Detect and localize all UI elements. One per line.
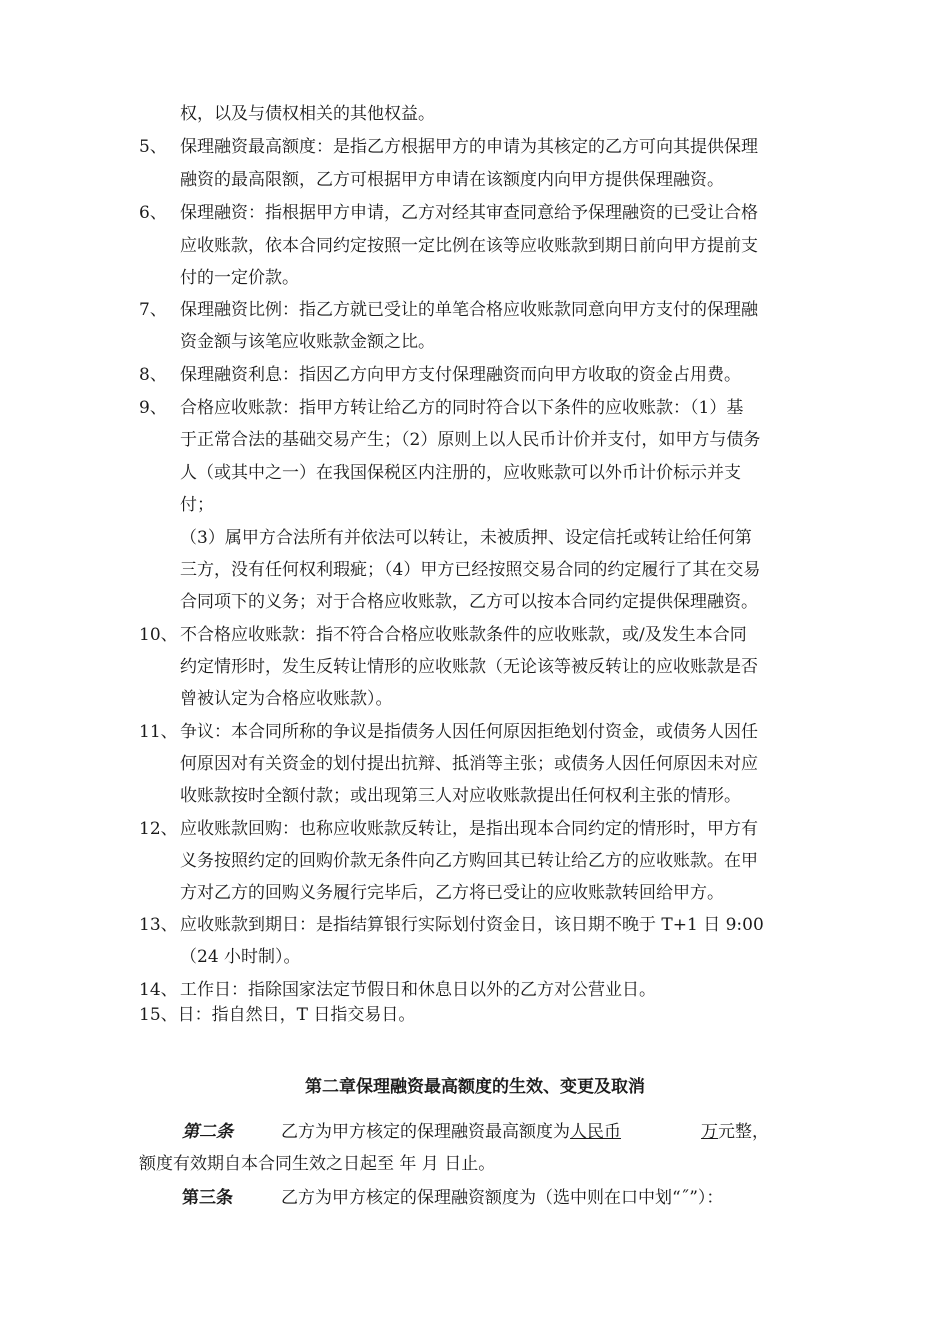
item-number: 11、 [139, 722, 178, 742]
definition-line: 曾被认定为合格应收账款）。 [180, 689, 393, 709]
article-2-line-2: 额度有效期自本合同生效之日起至 年 月 日止。 [139, 1154, 496, 1174]
definition-line: 资金额与该笔应收账款金额之比。 [180, 332, 435, 352]
article-3-line [182, 1187, 723, 1209]
definition-line: 约定情形时，发生反转让情形的应收账款（无论该等被反转让的应收账款是否 [180, 657, 758, 677]
definition-line: 人（或其中之一）在我国保税区内注册的，应收账款可以外币计价标示并支 [180, 463, 741, 483]
definition-line: 保理融资：指根据甲方申请，乙方对经其审查同意给予保理融资的已受让合格 [180, 203, 758, 223]
article-2-currency: 人民币 万 [570, 1122, 718, 1142]
definition-line: 保理融资利息：指因乙方向甲方支付保理融资而向甲方收取的资金占用费。 [180, 365, 741, 385]
item-number: 14、 [139, 980, 178, 1000]
definition-line: 保理融资比例：指乙方就已受让的单笔合格应收账款同意向甲方支付的保理融 [180, 300, 758, 320]
definition-line: 三方，没有任何权利瑕疵；（4）甲方已经按照交易合同的约定履行了其在交易 [180, 560, 761, 580]
definition-line: 合同项下的义务；对于合格应收账款，乙方可以按本合同约定提供保理融资。 [180, 592, 758, 612]
definition-line: 应收账款到期日：是指结算银行实际划付资金日，该日期不晚于 T+1 日 9:00 [180, 915, 764, 935]
item-number: 5、 [139, 137, 167, 157]
item-number: 12、 [139, 819, 178, 839]
definition-line: 何原因对有关资金的划付提出抗辩、抵消等主张；或债务人因任何原因未对应 [180, 754, 758, 774]
definition-line: 付； [180, 495, 214, 515]
item-number: 7、 [139, 300, 167, 320]
item-number: 6、 [139, 203, 167, 223]
definition-line: 应收账款回购：也称应收账款反转让，是指出现本合同约定的情形时，甲方有 [180, 819, 758, 839]
article-2-text: 乙方为甲方核定的保理融资最高额度为 [281, 1122, 570, 1142]
item-number: 8、 [139, 365, 167, 385]
definition-line: 15、日：指自然日，T 日指交易日。 [139, 1005, 416, 1025]
definition-line: 工作日：指除国家法定节假日和休息日以外的乙方对公营业日。 [180, 980, 656, 1000]
item-number: 13、 [139, 915, 178, 935]
chapter-heading: 第二章保理融资最高额度的生效、变更及取消 [305, 1077, 645, 1097]
definition-line: 应收账款，依本合同约定按照一定比例在该等应收账款到期日前向甲方提前支 [180, 236, 758, 256]
definition-line: 方对乙方的回购义务履行完毕后，乙方将已受让的应收账款转回给甲方。 [180, 883, 724, 903]
definition-line: （3）属甲方合法所有并依法可以转让，未被质押、设定信托或转让给任何第 [180, 528, 752, 548]
definition-line: 融资的最高限额，乙方可根据甲方申请在该额度内向甲方提供保理融资。 [180, 170, 724, 190]
definition-line: 收账款按时全额付款；或出现第三人对应收账款提出任何权利主张的情形。 [180, 786, 741, 806]
item-number: 10、 [139, 625, 178, 645]
article-3-text: 乙方为甲方核定的保理融资额度为（选中则在口中划“˝”）： [281, 1188, 724, 1208]
article-2-text-after: 元整， [718, 1122, 769, 1142]
definition-line: 争议：本合同所称的争议是指债务人因任何原因拒绝划付资金，或债务人因任 [180, 722, 758, 742]
article-2-line-1 [182, 1121, 769, 1143]
definition-line: 权，以及与债权相关的其他权益。 [180, 104, 435, 124]
item-number: 9、 [139, 398, 167, 418]
definition-line: 义务按照约定的回购价款无条件向乙方购回其已转让给乙方的应收账款。在甲 [180, 851, 758, 871]
definition-line: 保理融资最高额度：是指乙方根据甲方的申请为其核定的乙方可向其提供保理 [180, 137, 758, 157]
article-3-label: 第三条 [182, 1188, 233, 1208]
definition-line: 合格应收账款：指甲方转让给乙方的同时符合以下条件的应收账款：（1）基 [180, 398, 744, 418]
definition-line: 于正常合法的基础交易产生；（2）原则上以人民币计价并支付，如甲方与债务 [180, 430, 761, 450]
definition-line: （24 小时制）。 [180, 947, 301, 967]
definition-line: 付的一定价款。 [180, 268, 299, 288]
article-2-label: 第二条 [182, 1122, 233, 1142]
definition-line: 不合格应收账款：指不符合合格应收账款条件的应收账款，或/及发生本合同 [180, 625, 747, 645]
